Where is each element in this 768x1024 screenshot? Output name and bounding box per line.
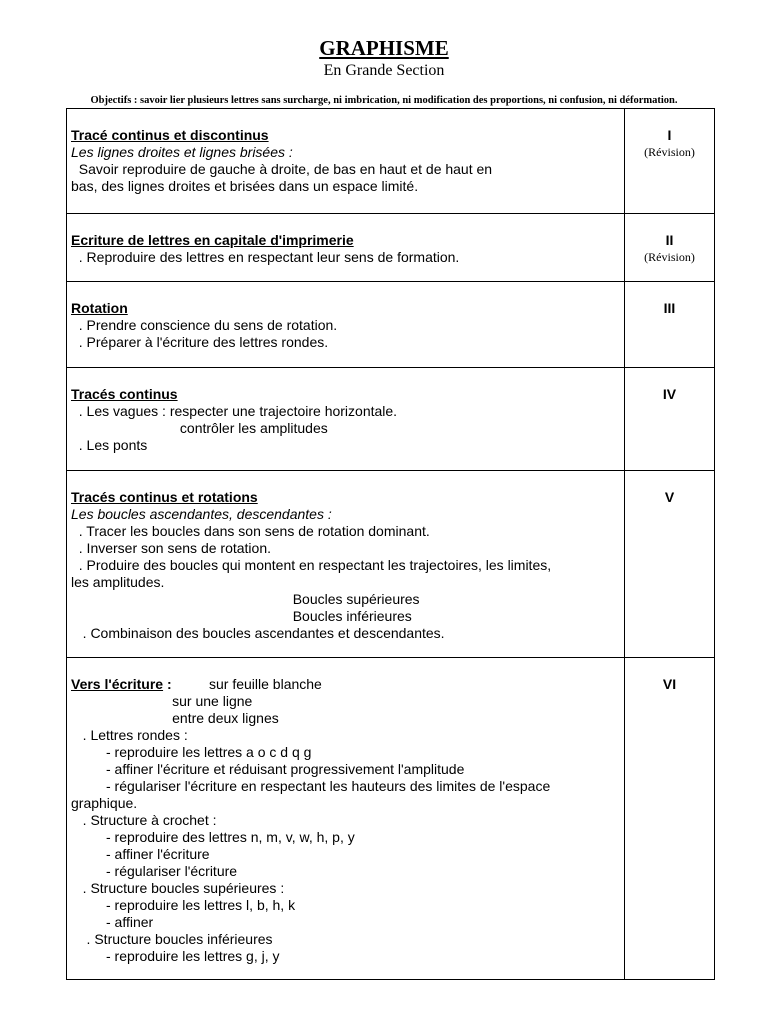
page-title: GRAPHISME [319, 36, 449, 60]
section-line: - affiner l'écriture [71, 846, 210, 862]
section-line: Boucles inférieures [71, 608, 412, 624]
section-heading: Ecriture de lettres en capitale d'imprimerie [71, 232, 354, 248]
section-content [67, 109, 625, 213]
section-line: . Reproduire des lettres en respectant leur sens de formation. [71, 249, 460, 265]
section-heading: Tracés continus [71, 386, 178, 402]
curriculum-table [66, 108, 715, 980]
section-line: bas, des lignes droites et brisées dans un espace limité. [71, 178, 419, 194]
section-number-cell [625, 109, 714, 213]
section-line: sur une ligne [71, 693, 253, 709]
section-number: IV [662, 386, 677, 402]
section-number-cell [625, 214, 714, 281]
section-heading: Tracés continus et rotations [71, 489, 258, 505]
section-heading: Vers l'écriture [71, 676, 164, 692]
section-heading-line [71, 676, 624, 693]
section-number: II [665, 232, 674, 248]
section-line: graphique. [71, 795, 138, 811]
section-line: . Les ponts [71, 437, 148, 453]
section-number: I [667, 127, 672, 143]
section-content [67, 471, 625, 657]
section-content [67, 214, 625, 281]
table-row [67, 368, 714, 471]
section-line: . Structure boucles supérieures : [71, 880, 285, 896]
section-line: . Inverser son sens de rotation. [71, 540, 271, 556]
section-note: (Révision) [644, 145, 695, 159]
section-line: Boucles supérieures [71, 591, 420, 607]
section-heading-inline: sur feuille blanche [209, 676, 322, 692]
section-subheading: Les boucles ascendantes, descendantes : [71, 506, 332, 522]
section-content [67, 368, 625, 470]
section-line: - affiner l'écriture et réduisant progressivement l'amplitude [71, 761, 465, 777]
section-line: . Préparer à l'écriture des lettres rondes. [71, 334, 329, 350]
section-line: . Produire des boucles qui montent en respectant les trajectoires, les limites, [71, 557, 552, 573]
section-heading: Tracé continus et discontinus [71, 127, 269, 143]
section-line: - régulariser l'écriture en respectant les hauteurs des limites de l'espace [71, 778, 551, 794]
section-heading-suffix: : [163, 676, 172, 692]
section-line: . Prendre conscience du sens de rotation. [71, 317, 338, 333]
section-number: III [663, 300, 676, 316]
section-heading: Rotation [71, 300, 128, 316]
table-row [67, 658, 714, 979]
section-line: les amplitudes. [71, 574, 165, 590]
section-subheading: Les lignes droites et lignes brisées : [71, 144, 293, 160]
section-number-cell [625, 471, 714, 657]
table-row [67, 471, 714, 658]
section-content [67, 282, 625, 367]
section-number-cell [625, 658, 714, 979]
section-number-cell [625, 368, 714, 470]
section-line: - reproduire les lettres g, j, y [71, 948, 280, 964]
section-number: V [664, 489, 675, 505]
objectives-text: Objectifs : savoir lier plusieurs lettres sans surcharge, ni imbrication, ni modification des proportions, ni confusion, ni déformation. [90, 95, 678, 106]
section-line: . Tracer les boucles dans son sens de rotation dominant. [71, 523, 430, 539]
section-content [67, 658, 625, 979]
table-row [67, 282, 714, 368]
section-number: VI [662, 676, 677, 692]
section-line: . Lettres rondes : [71, 727, 188, 743]
section-line: Savoir reproduire de gauche à droite, de bas en haut et de haut en [71, 161, 493, 177]
section-line: . Structure à crochet : [71, 812, 217, 828]
page-subtitle: En Grande Section [323, 62, 445, 79]
table-row [67, 109, 714, 214]
section-note: (Révision) [644, 250, 695, 264]
section-line: - reproduire des lettres n, m, v, w, h, p, y [71, 829, 355, 845]
section-line: . Les vagues : respecter une trajectoire horizontale. [71, 403, 398, 419]
section-line: . Structure boucles inférieures [71, 931, 273, 947]
section-line: - reproduire les lettres a o c d q g [71, 744, 312, 760]
section-line: . Combinaison des boucles ascendantes et descendantes. [71, 625, 445, 641]
section-line: - affiner [71, 914, 154, 930]
section-line: - reproduire les lettres l, b, h, k [71, 897, 296, 913]
table-row [67, 214, 714, 282]
section-line: contrôler les amplitudes [71, 420, 328, 436]
section-line: - régulariser l'écriture [71, 863, 238, 879]
section-line: entre deux lignes [71, 710, 279, 726]
section-number-cell [625, 282, 714, 367]
